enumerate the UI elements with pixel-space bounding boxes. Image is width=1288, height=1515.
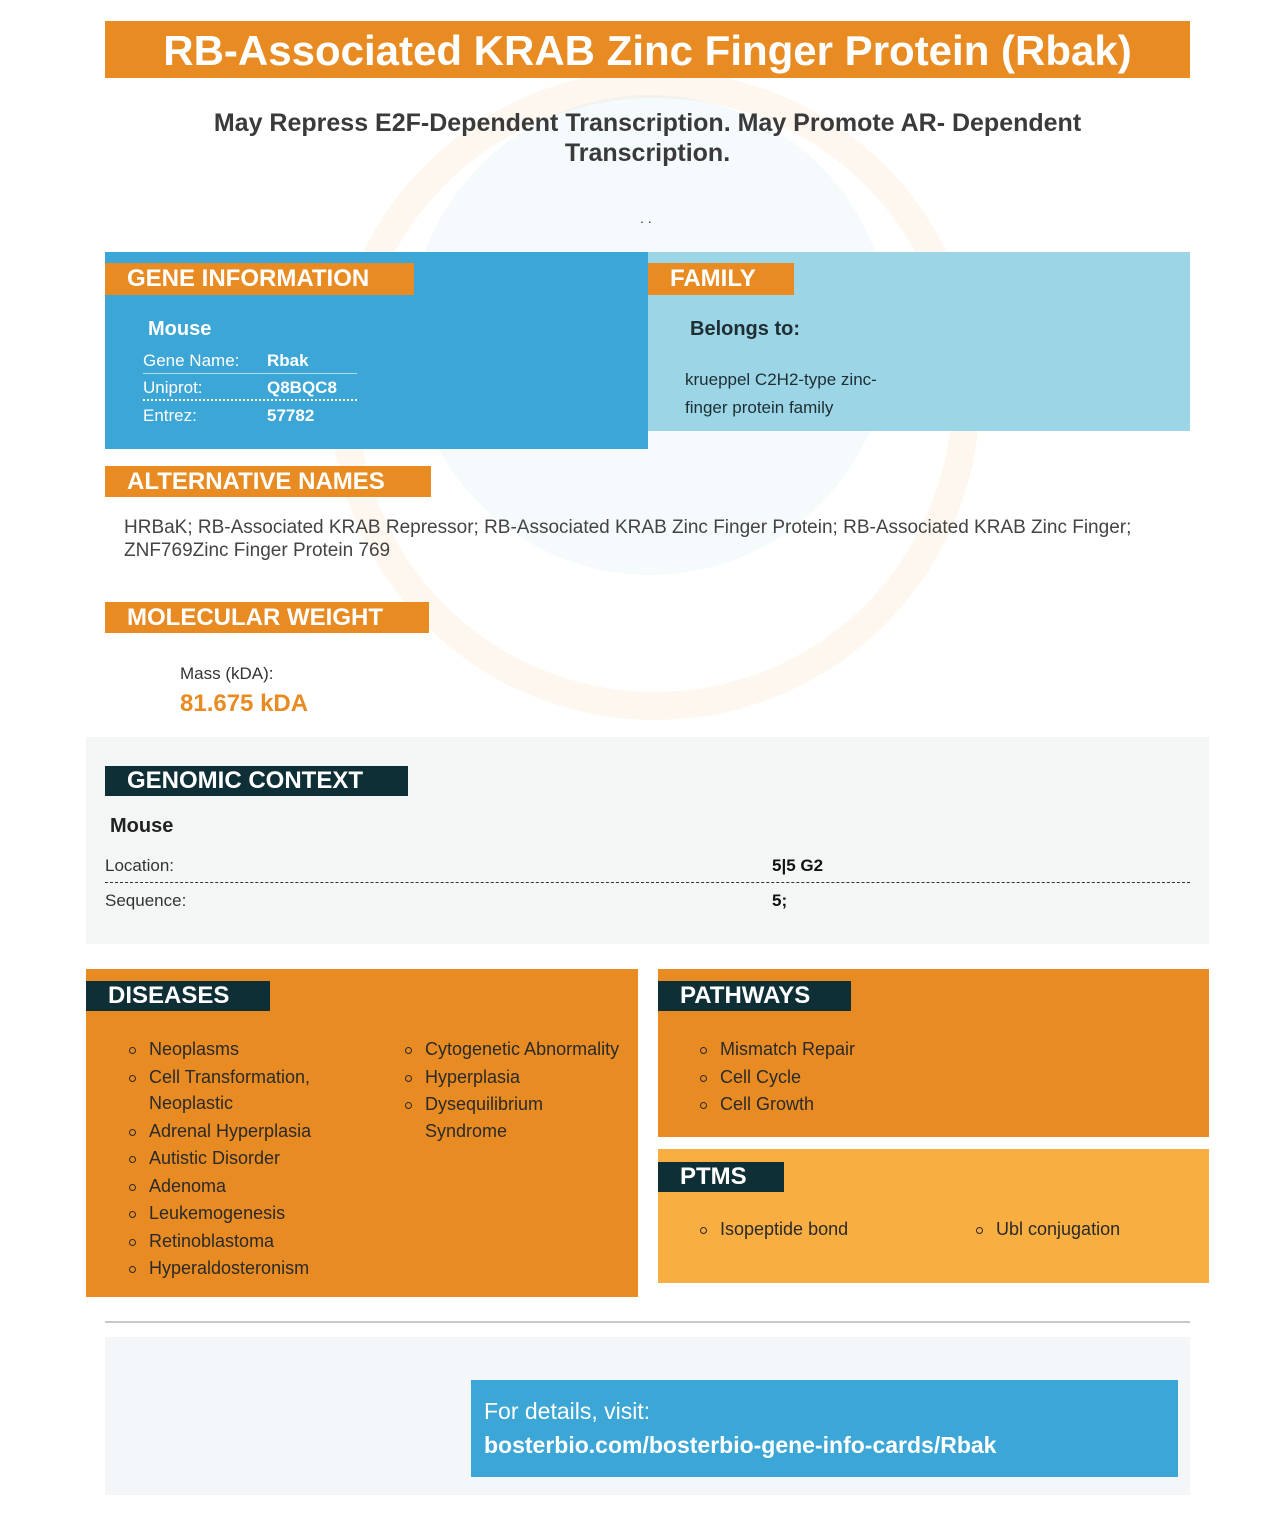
location-label: Location: (105, 856, 174, 875)
genomic-species: Mouse (110, 815, 174, 837)
list-item: Adenoma (129, 1173, 359, 1200)
gene-species: Mouse (148, 318, 212, 340)
list-item: Cell Transformation, Neoplastic (129, 1064, 359, 1117)
list-item: Adrenal Hyperplasia (129, 1118, 359, 1145)
genomic-context-heading: GENOMIC CONTEXT (105, 766, 408, 796)
ptms-list-col2 (976, 1216, 1196, 1244)
uniprot-value: Q8BQC8 (267, 378, 337, 397)
location-row (105, 849, 1190, 883)
alternative-names-heading: ALTERNATIVE NAMES (105, 466, 431, 497)
pathways-heading: PATHWAYS (658, 981, 851, 1011)
page-subtitle: May Repress E2F-Dependent Transcription. May Promote AR- Dependent Transcription. (213, 109, 1082, 167)
page-title: RB-Associated KRAB Zinc Finger Protein (Rbak) (105, 21, 1190, 78)
uniprot-label: Uniprot: (143, 378, 203, 397)
list-item: Cell Growth (700, 1091, 1000, 1118)
footer-divider (105, 1321, 1190, 1323)
family-heading: FAMILY (648, 263, 794, 295)
alternative-names-text: HRBaK; RB-Associated KRAB Repressor; RB-Associated KRAB Zinc Finger Protein; RB-Associated KRAB Zinc Finger; ZNF769Zinc Finger Protein 769 (124, 517, 1132, 561)
gene-name-label: Gene Name: (143, 351, 240, 370)
list-item: Hyperaldosteronism (129, 1255, 359, 1282)
list-item: Neoplasms (129, 1036, 359, 1063)
list-item: Cytogenetic Abnormality (405, 1036, 630, 1063)
separator-dots: . . (640, 210, 652, 226)
sequence-label: Sequence: (105, 891, 187, 910)
mass-label: Mass (kDA): (180, 664, 274, 683)
diseases-list-col1 (129, 1036, 359, 1283)
diseases-list-col2 (405, 1036, 630, 1145)
list-item: Cell Cycle (700, 1064, 1000, 1091)
details-link-box[interactable] (471, 1380, 1178, 1477)
list-item: Isopeptide bond (700, 1216, 950, 1243)
list-item: Hyperplasia (405, 1064, 630, 1091)
gene-name-row (143, 347, 357, 374)
pathways-list (700, 1036, 1000, 1119)
details-label: For details, visit: (484, 1398, 651, 1424)
list-item: Ubl conjugation (976, 1216, 1196, 1243)
sequence-row (105, 884, 1190, 918)
list-item: Dysequilibrium Syndrome (405, 1091, 565, 1144)
list-item: Mismatch Repair (700, 1036, 1000, 1063)
list-item: Retinoblastoma (129, 1228, 359, 1255)
mass-value: 81.675 kDA (180, 690, 309, 717)
diseases-heading: DISEASES (86, 981, 270, 1011)
ptms-list-col1 (700, 1216, 950, 1244)
gene-name-value: Rbak (267, 351, 309, 370)
list-item: Autistic Disorder (129, 1145, 359, 1172)
location-value: 5|5 G2 (772, 856, 824, 875)
family-text: krueppel C2H2-type zinc-finger protein family (685, 370, 877, 417)
uniprot-row (143, 374, 357, 401)
gene-information-heading: GENE INFORMATION (105, 263, 414, 295)
details-url-link[interactable]: bosterbio.com/bosterbio-gene-info-cards/Rbak (484, 1432, 997, 1458)
ptms-heading: PTMS (658, 1162, 784, 1192)
entrez-row (143, 402, 357, 429)
sequence-value: 5; (772, 891, 788, 910)
list-item: Leukemogenesis (129, 1200, 359, 1227)
entrez-label: Entrez: (143, 406, 197, 425)
family-belongs-label: Belongs to: (690, 318, 800, 340)
molecular-weight-heading: MOLECULAR WEIGHT (105, 602, 429, 633)
entrez-value: 57782 (267, 406, 315, 425)
